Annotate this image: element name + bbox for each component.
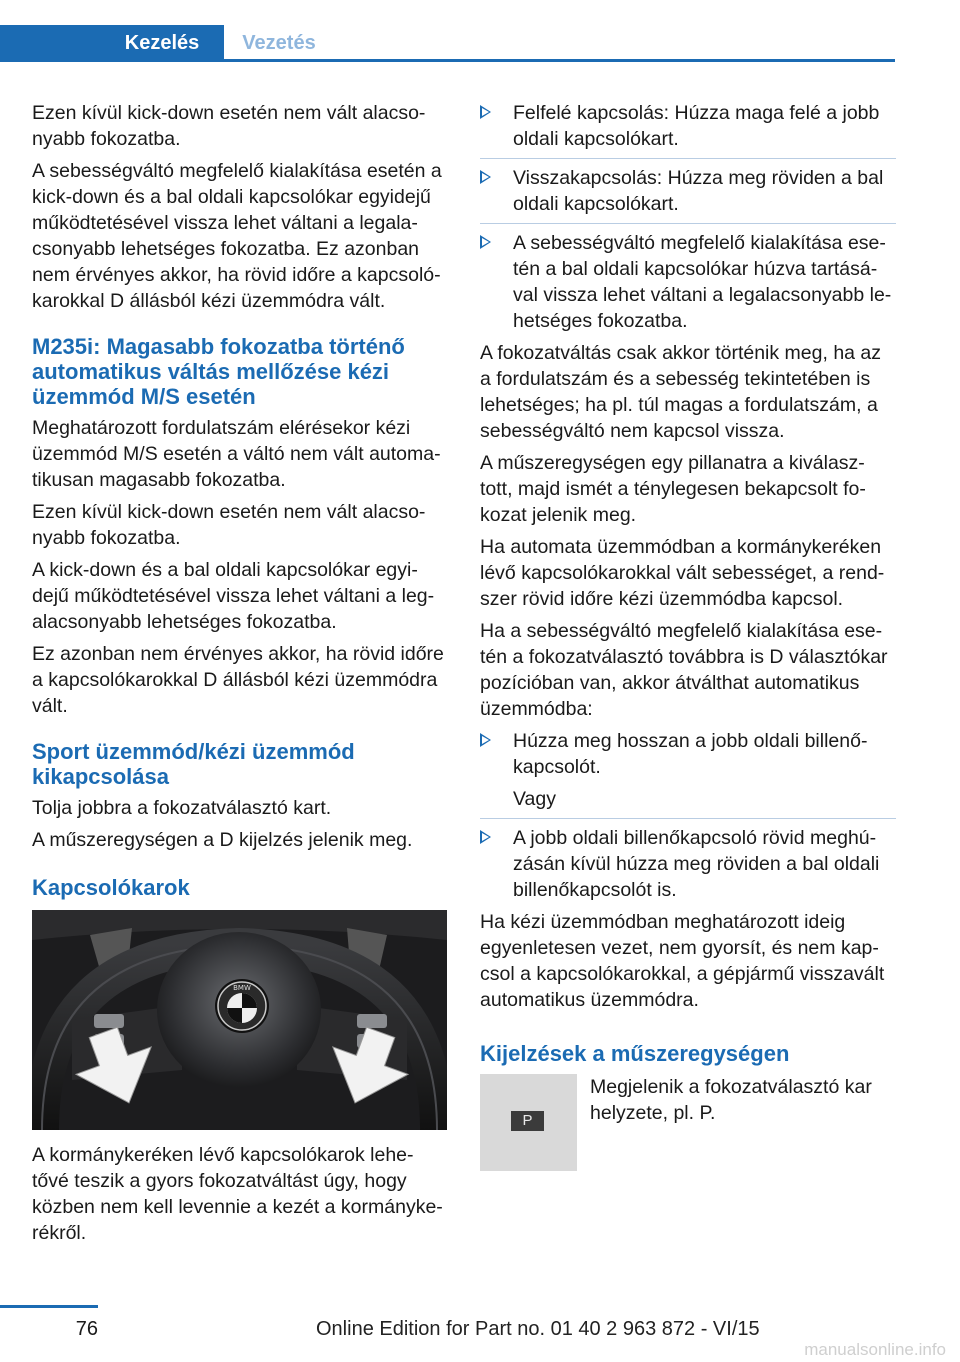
site-watermark: manualsonline.info: [804, 1340, 946, 1359]
footer-rule: [0, 1305, 98, 1308]
list-item-text: Visszakapcsolás: Húzza meg röviden a bal oldali kapcsolókart.: [513, 167, 884, 215]
paragraph: Ha kézi üzemmódban meghatározott ideig egyenletesen vezet, nem gyorsít, és nem kap-csol a kapcsolókarokkal, a gépjármű visszavált automatikus üzemmódra.: [480, 911, 885, 1011]
gear-p-indicator: P: [511, 1111, 544, 1131]
section-heading-m235i: M235i: Magasabb fokozatba történő automatikus váltás mellőzése kézi üzemmód M/S esetén: [32, 334, 405, 409]
auto-mode-list: [480, 728, 896, 780]
triangle-bullet-icon: [480, 235, 491, 249]
list-item-text: A jobb oldali billenőkapcsoló rövid meghú-zásán kívül húzza meg röviden a bal oldali billenőkapcsolót is.: [513, 827, 880, 901]
divider: [480, 158, 896, 159]
or-text: Vagy: [513, 788, 556, 810]
paragraph: Ha a sebességváltó megfelelő kialakítása ese-tén a fokozatválasztó továbbra is D választókar pozícióban van, akkor átválthat automatikus üzemmódba:: [480, 620, 888, 720]
logo-text: BMW: [233, 984, 251, 992]
left-column: [32, 100, 448, 1252]
edition-text: Online Edition for Part no. 01 40 2 963 872 - VI/15: [316, 1318, 760, 1340]
tab-kezeles[interactable]: Kezelés: [0, 25, 224, 62]
list-item: [480, 728, 896, 780]
shift-instructions-list: [480, 100, 896, 334]
paragraph: A fokozatváltás csak akkor történik meg, ha az a fordulatszám és a sebesség tekintetében is lehetséges; ha pl. túl magas a fordulatszám, a sebességváltó nem kapcsol vissza.: [480, 342, 882, 442]
paragraph: Ez azonban nem érvényes akkor, ha rövid időre a kapcsolókarokkal D állásból kézi üzemmódra vált.: [32, 643, 444, 717]
display-indicator-row: [480, 1074, 896, 1204]
paragraph: A sebességváltó megfelelő kialakítása esetén a kick-down és a bal oldali kapcsolókar egyidejű működtetésével vissza lehet váltani a legala-csonyabb lehetséges fokozatba. Ez azonban nem érvényes akkor, ha rövid időre a kapcsoló-karokkal D állásból kézi üzemmódra vált.: [32, 160, 442, 312]
gear-display-thumbnail: [480, 1074, 577, 1171]
paragraph: Ezen kívül kick-down esetén nem vált alacso-nyabb fokozatba.: [32, 501, 426, 549]
auto-mode-list-2: [480, 825, 896, 903]
page-number: 76: [75, 1318, 98, 1340]
divider: [480, 223, 896, 224]
section-heading-kapcsolokarok: Kapcsolókarok: [32, 875, 190, 900]
list-item-text: Felfelé kapcsolás: Húzza maga felé a jobb oldali kapcsolókart.: [513, 102, 880, 150]
list-item: [480, 825, 896, 903]
paragraph: Tolja jobbra a fokozatválasztó kart.: [32, 797, 332, 819]
paragraph: Ha automata üzemmódban a kormánykeréken lévő kapcsolókarokkal vált sebességet, a rend-szer rövid időre kézi üzemmódba kapcsol.: [480, 536, 885, 610]
header-rule: [224, 59, 895, 62]
list-item-text: Húzza meg hosszan a jobb oldali billenő-kapcsolót.: [513, 730, 868, 778]
section-heading-sport: Sport üzemmód/kézi üzemmód kikapcsolása: [32, 739, 355, 789]
list-item: [480, 100, 896, 152]
list-item-text: A sebességváltó megfelelő kialakítása ese-tén a bal oldali kapcsolókar húzva tartásá-val vissza lehet váltani a legalacsonyabb le-hetséges fokozatba.: [513, 232, 892, 332]
tab-vezetes[interactable]: Vezetés: [242, 32, 316, 54]
list-item: [480, 165, 896, 217]
triangle-bullet-icon: [480, 105, 491, 119]
divider: [480, 818, 896, 819]
triangle-bullet-icon: [480, 170, 491, 184]
header-tabbar: [0, 0, 960, 62]
triangle-bullet-icon: [480, 830, 491, 844]
paragraph: A kick-down és a bal oldali kapcsolókar egyi-dejű működtetésével vissza lehet váltani a leg-alacsonyabb lehetséges fokozatba.: [32, 559, 435, 633]
list-item: [480, 230, 896, 334]
steering-wheel-figure: [32, 910, 447, 1130]
paragraph: Meghatározott fordulatszám elérésekor kézi üzemmód M/S esetén a váltó nem vált automa-tikusan magasabb fokozatba.: [32, 417, 441, 491]
right-column: [480, 100, 896, 1204]
section-heading-kijelzesek: Kijelzések a műszeregységen: [480, 1041, 790, 1066]
steering-wheel-illustration: [32, 910, 447, 1130]
paragraph: A műszeregységen egy pillanatra a kiválasz-tott, majd ismét a ténylegesen bekapcsolt fo-kozat jelenik meg.: [480, 452, 866, 526]
paragraph: Ezen kívül kick-down esetén nem vált alacso-nyabb fokozatba.: [32, 102, 426, 150]
paragraph: A kormánykeréken lévő kapcsolókarok lehe-tővé teszik a gyors fokozatváltást úgy, hogy közben nem kell levennie a kezét a kormányke-rékről.: [32, 1144, 443, 1244]
triangle-bullet-icon: [480, 733, 491, 747]
display-description: Megjelenik a fokozatválasztó kar helyzete, pl. P.: [590, 1076, 872, 1124]
paragraph: A műszeregységen a D kijelzés jelenik meg.: [32, 829, 413, 851]
